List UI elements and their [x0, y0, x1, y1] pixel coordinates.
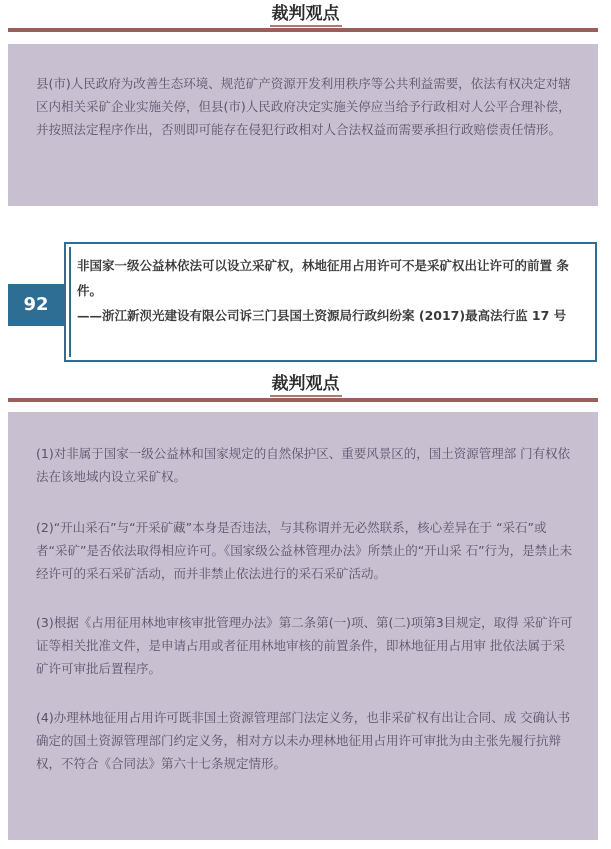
case-title: 非国家一级公益林依法可以设立采矿权，林地征用占用许可不是采矿权出让许可的前置 条件。 [77, 258, 569, 298]
case-box-inner [69, 247, 592, 357]
section1-divider [8, 28, 598, 32]
section2-paragraph-1: (1)对非属于国家一级公益林和国家规定的自然保护区、重要风景区的，国土资源管理部 门有权依法在该地域内设立采矿权。 [36, 446, 571, 484]
section1-heading-wrap [0, 4, 611, 27]
case-box [64, 242, 597, 362]
section2-panel [8, 412, 598, 840]
section2-heading-wrap [0, 374, 611, 397]
case-source: ——浙江新𬇙光建设有限公司诉三门县国土资源局行政纠纷案 (2017)最高法行监 17 号 [77, 308, 567, 323]
section2-paragraph-2: (2)“开山采石”与“开采矿藏”本身是否违法，与其称谓并无必然联系，核心差异在于 “采石”或者“采矿”是否依法取得相应许可。《国家级公益林管理办法》所禁止的“开山采 石”行为，是禁止未经许可的采石采矿活动，而并非禁止依法进行的采石采矿活动。 [36, 520, 573, 581]
section1-panel [8, 44, 598, 206]
section2-paragraph-4: (4)办理林地征用占用许可既非国土资源管理部门法定义务，也非采矿权有出让合同、成 交确认书确定的国土资源管理部门约定义务，相对方以未办理林地征用占用许可审批为由主张先履行抗辩权，不符合《合同法》第六十七条规定情形。 [36, 710, 571, 771]
case-number-badge: 92 [8, 284, 64, 326]
section1-paragraph-1: 县(市)人民政府为改善生态环境、规范矿产资源开发利用秩序等公共利益需要，依法有权决定对辖区内相关采矿企业实施关停，但县(市)人民政府决定实施关停应当给予行政相对人公平合理补偿，并按照法定程序作出，否则即可能存在侵犯行政相对人合法权益而需要承担行政赔偿责任情形。 [36, 76, 571, 137]
section1-heading: 裁判观点 [270, 4, 342, 27]
section2-divider [8, 398, 598, 402]
section2-heading: 裁判观点 [270, 374, 342, 397]
section2-paragraph-3: (3)根据《占用征用林地审核审批管理办法》第二条第(一)项、第(二)项第3目规定，取得 采矿许可证等相关批准文件，是申请占用或者征用林地审核的前置条件，即林地征用占用审 批依法属于采矿许可审批后置程序。 [36, 615, 573, 676]
